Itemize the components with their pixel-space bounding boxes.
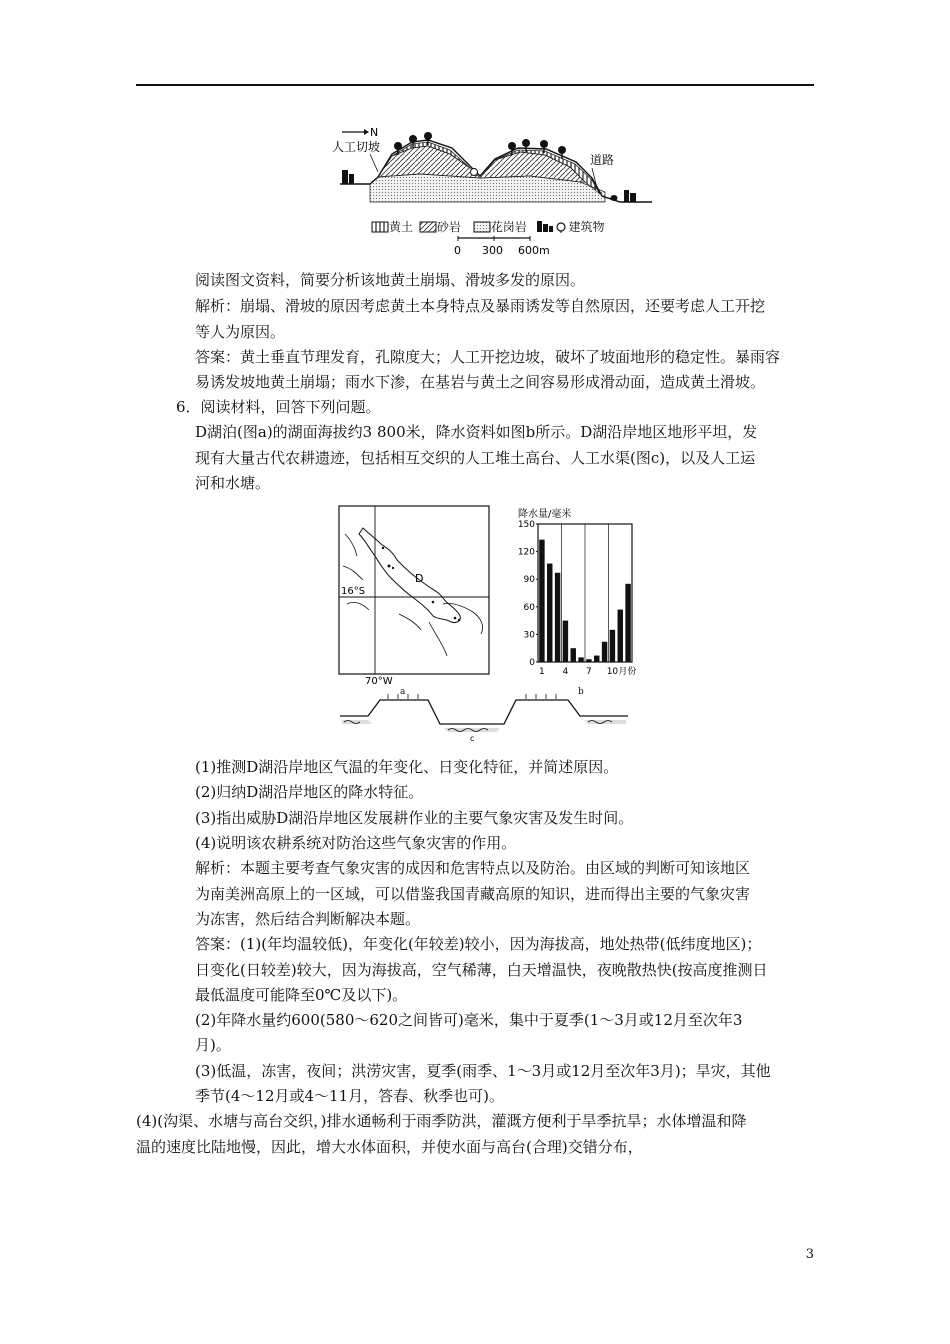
q6-material-line: D湖泊(图a)的湖面海拔约3 800米，降水资料如图b所示。D湖沿岸地区地形平坦，发 [195, 423, 758, 441]
chart-title: 降水量/毫米 [518, 509, 572, 520]
bar-month-2 [547, 564, 552, 662]
scale-label-300: 300 [482, 244, 503, 257]
answer-line: 日变化(日较差)较大，因为海拔高，空气稀薄，白天增温快，夜晚散热快(按高度推测日 [195, 961, 768, 979]
scale-bar [446, 236, 556, 260]
building-icon [535, 219, 569, 233]
y-tick-label: 30 [523, 630, 535, 641]
legend-granite: 花岗岩 [490, 220, 527, 234]
x-tick-label: 1 [539, 667, 545, 677]
arrow-down-icon [388, 694, 556, 699]
boulder-icon [471, 169, 478, 176]
answer-line: 季节(4～12月或4～11月，答春、秋季也可)。 [195, 1087, 504, 1105]
q5-analysis-line: 解析：崩塌、滑坡的原因考虑黄土本身特点及暴雨诱发等自然原因，还要考虑人工开挖 [195, 297, 766, 315]
legend-loess: 黄土 [389, 220, 414, 234]
y-tick-label: 150 [517, 520, 535, 530]
q5-answer-line: 易诱发坡地黄土崩塌；雨水下渗，在基岩与黄土之间容易形成滑动面，造成黄土滑坡。 [195, 373, 766, 391]
answer4-line: (4)(沟渠、水塘与高台交织，)排水通畅利于雨季防洪，灌溉方便利于旱季抗旱；水体增温和降 [136, 1112, 747, 1130]
analysis-line: 为冻害，然后结合判断解决本题。 [195, 910, 421, 928]
figure-c-terraces [336, 694, 632, 742]
latitude-label: 16°S [341, 586, 366, 597]
y-tick-label: 60 [523, 602, 535, 613]
bar-month-9 [602, 642, 607, 662]
answer-line: (2)年降水量约600(580～620之间皆可)毫米，集中于夏季(1～3月或12月至次年3 [195, 1011, 743, 1029]
question-item: (4)说明该农耕系统对防治这些气象灾害的作用。 [195, 834, 517, 852]
cut-slope-label: 人工切坡 [332, 140, 381, 154]
bar-month-7 [586, 659, 591, 662]
bar-month-6 [578, 657, 583, 662]
water-surface [342, 720, 626, 732]
q6-material-line: 现有大量古代农耕遗迹，包括相互交织的人工堆土高台、人工水渠(图c)，以及人工运 [195, 449, 756, 467]
legend-buildings: 建筑物 [568, 220, 605, 234]
answer-line: 答案：(1)(年均温较低)，年变化(年较差)较小，因为海拔高，地处热带(低纬度地区)； [195, 935, 762, 953]
precipitation-chart [500, 504, 660, 690]
road-label: 道路 [590, 153, 615, 167]
bar-month-12 [625, 584, 630, 662]
north-label: N [370, 126, 379, 139]
question-item: (1)推测D湖沿岸地区气温的年变化、日变化特征，并简述原因。 [195, 758, 619, 776]
x-axis-unit: 月份 [618, 667, 637, 677]
figure1-legend [371, 218, 605, 235]
answer-line: (3)低温，冻害，夜间；洪涝灾害，夏季(雨季、1～3月或12月至次年3月)；旱灾，其他 [195, 1062, 771, 1080]
q5-answer-line: 答案：黄土垂直节理发育，孔隙度大；人工开挖边坡，破坏了坡面地形的稳定性。暴雨容 [195, 348, 781, 366]
longitude-label: 70°W [365, 676, 393, 687]
chart-b-caption: b [578, 687, 584, 697]
q6-heading: 6．阅读材料，回答下列问题。 [176, 398, 381, 416]
bar-month-1 [539, 540, 544, 662]
answer-line: 最低温度可能降至0℃及以下)。 [195, 986, 408, 1004]
analysis-line: 解析：本题主要考查气象灾害的成因和危害特点以及防治。由区域的判断可知该地区 [195, 859, 751, 877]
bar-month-5 [571, 648, 576, 662]
x-tick-label: 7 [586, 667, 592, 677]
map-a-caption: a [400, 687, 406, 697]
y-tick-label: 90 [523, 575, 535, 586]
scale-label-0: 0 [454, 244, 461, 257]
answer4-line: 温的速度比陆地慢，因此，增大水体面积，并使水面与高台(合理)交错分布， [136, 1138, 643, 1156]
cross-section-figure [330, 122, 660, 220]
tree-icon [611, 195, 618, 201]
legend-sandstone: 砂岩 [436, 220, 461, 234]
header-rule [136, 84, 814, 86]
analysis-line: 为南美洲高原上的一区域，可以借鉴我国青藏高原的知识，进而得出主要的气象灾害 [195, 885, 751, 903]
bar-month-3 [555, 573, 560, 662]
cut-slope-leader [370, 154, 378, 172]
y-tick-label: 0 [529, 658, 535, 668]
map-a [335, 504, 495, 690]
north-arrow-icon [364, 129, 369, 135]
y-tick-label: 120 [517, 547, 535, 558]
q5-analysis-line: 等人为原因。 [195, 323, 286, 341]
question-item: (2)归纳D湖沿岸地区的降水特征。 [195, 783, 424, 801]
figure-c-caption: c [470, 734, 475, 742]
q6-material-line: 河和水塘。 [195, 474, 271, 492]
answer-line: 月)。 [195, 1036, 231, 1054]
x-tick-label: 4 [562, 667, 569, 677]
bar-month-4 [563, 621, 568, 662]
page-number: 3 [805, 1247, 814, 1262]
x-tick-label: 10 [606, 667, 619, 677]
question-item: (3)指出威胁D湖沿岸地区发展耕作业的主要气象灾害及发生时间。 [195, 809, 634, 827]
scale-label-600: 600m [518, 244, 550, 257]
bar-month-8 [594, 656, 599, 662]
bar-month-11 [618, 610, 623, 662]
lake-label: D [415, 572, 424, 585]
q5-prompt: 阅读图文资料，简要分析该地黄土崩塌、滑坡多发的原因。 [195, 271, 586, 289]
bar-month-10 [610, 630, 615, 662]
